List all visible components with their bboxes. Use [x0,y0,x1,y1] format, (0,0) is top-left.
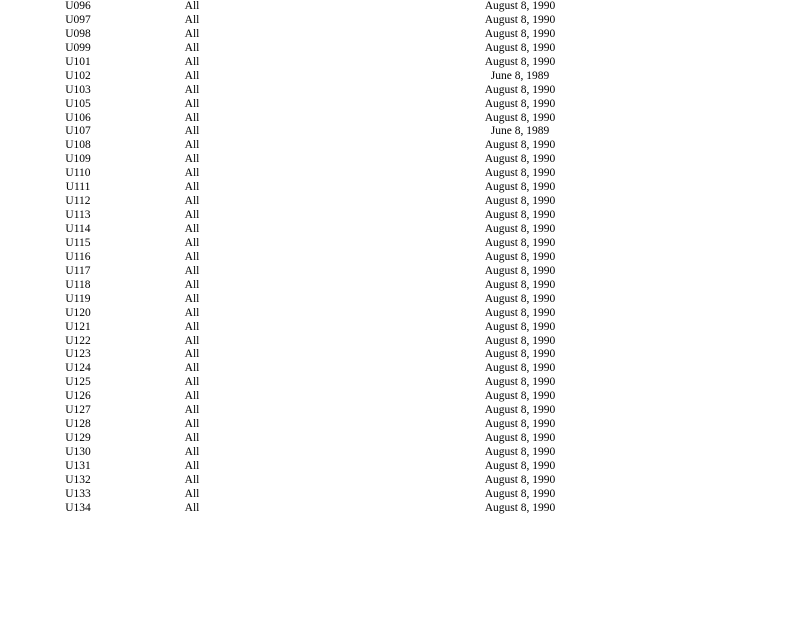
row-id: U106 [65,111,91,124]
row-id: U134 [65,501,91,514]
row-date: August 8, 1990 [484,111,556,124]
row-date: August 8, 1990 [484,236,556,249]
row-scope: All [184,362,200,375]
row-scope: All [184,459,200,472]
row-scope: All [184,111,200,124]
table-row [0,460,800,474]
row-scope: All [184,418,200,431]
row-scope: All [184,69,200,82]
row-scope: All [184,153,200,166]
table-row [0,321,800,335]
table-row [0,446,800,460]
row-scope: All [184,292,200,305]
row-date: August 8, 1990 [484,376,556,389]
row-date: August 8, 1990 [484,195,556,208]
row-date: August 8, 1990 [484,292,556,305]
table-row [0,139,800,153]
table-row [0,70,800,84]
row-id: U105 [65,97,91,110]
row-id: U127 [65,404,91,417]
table-row [0,251,800,265]
row-scope: All [184,13,200,26]
row-date: August 8, 1990 [484,41,556,54]
row-id: U132 [65,473,91,486]
table-row [0,209,800,223]
row-id: U103 [65,83,91,96]
row-id: U102 [65,69,91,82]
table-row [0,167,800,181]
row-date: August 8, 1990 [484,0,556,12]
row-id: U125 [65,376,91,389]
row-id: U097 [65,13,91,26]
row-id: U115 [65,236,91,249]
row-date: August 8, 1990 [484,27,556,40]
row-date: June 8, 1989 [490,125,550,138]
row-id: U122 [65,334,91,347]
row-date: August 8, 1990 [484,278,556,291]
row-id: U112 [65,195,91,208]
row-scope: All [184,236,200,249]
table-row [0,293,800,307]
table-row [0,432,800,446]
row-scope: All [184,250,200,263]
table-row [0,502,800,516]
table-row [0,488,800,502]
row-scope: All [184,432,200,445]
row-scope: All [184,501,200,514]
row-scope: All [184,223,200,235]
table-row [0,56,800,70]
table-row [0,98,800,112]
row-scope: All [184,139,200,152]
row-scope: All [184,348,200,361]
row-id: U108 [65,139,91,152]
row-scope: All [184,27,200,40]
table-row [0,335,800,349]
row-scope: All [184,167,200,180]
row-date: August 8, 1990 [484,459,556,472]
row-date: August 8, 1990 [484,473,556,486]
table-row [0,112,800,126]
row-id: U113 [65,209,91,222]
row-id: U116 [65,250,91,263]
row-id: U131 [65,459,91,472]
row-date: August 8, 1990 [484,13,556,26]
table-row [0,28,800,42]
table-row [0,223,800,237]
row-scope: All [184,181,200,194]
row-date: August 8, 1990 [484,55,556,68]
row-id: U110 [65,167,91,180]
row-date: August 8, 1990 [484,348,556,361]
row-scope: All [184,306,200,319]
row-date: August 8, 1990 [484,153,556,166]
table-row [0,237,800,251]
table-row [0,390,800,404]
row-scope: All [184,278,200,291]
table-row [0,279,800,293]
row-id: U129 [65,432,91,445]
table-row [0,418,800,432]
row-scope: All [184,487,200,500]
row-scope: All [184,390,200,403]
row-id: U118 [65,278,91,291]
row-scope: All [184,83,200,96]
row-id: U130 [65,446,91,458]
row-date: August 8, 1990 [484,418,556,431]
row-scope: All [184,195,200,208]
row-date: June 8, 1989 [490,69,550,82]
table-row [0,125,800,139]
row-id: U109 [65,153,91,166]
row-id: U119 [65,292,91,305]
row-scope: All [184,473,200,486]
row-date: August 8, 1990 [484,404,556,417]
row-id: U133 [65,487,91,500]
row-scope: All [184,320,200,333]
row-scope: All [184,97,200,110]
row-scope: All [184,125,200,138]
row-date: August 8, 1990 [484,487,556,500]
row-date: August 8, 1990 [484,432,556,445]
row-id: U096 [65,0,91,12]
row-id: U117 [65,264,91,277]
row-id: U123 [65,348,91,361]
row-id: U101 [65,55,91,68]
row-scope: All [184,0,200,12]
row-date: August 8, 1990 [484,362,556,375]
row-id: U098 [65,27,91,40]
table-row [0,376,800,390]
table-row [0,474,800,488]
table-row [0,42,800,56]
row-scope: All [184,41,200,54]
row-id: U114 [65,223,91,235]
row-id: U099 [65,41,91,54]
row-date: August 8, 1990 [484,446,556,458]
row-date: August 8, 1990 [484,501,556,514]
row-date: August 8, 1990 [484,223,556,235]
row-date: August 8, 1990 [484,83,556,96]
table-row [0,348,800,362]
row-date: August 8, 1990 [484,306,556,319]
row-scope: All [184,376,200,389]
row-date: August 8, 1990 [484,250,556,263]
table-row [0,362,800,376]
table-row [0,195,800,209]
row-id: U126 [65,390,91,403]
row-date: August 8, 1990 [484,139,556,152]
table-row [0,14,800,28]
table-row [0,84,800,98]
row-scope: All [184,55,200,68]
row-date: August 8, 1990 [484,320,556,333]
row-date: August 8, 1990 [484,167,556,180]
row-id: U121 [65,320,91,333]
row-scope: All [184,209,200,222]
row-date: August 8, 1990 [484,97,556,110]
row-id: U124 [65,362,91,375]
row-id: U111 [65,181,91,194]
row-date: August 8, 1990 [484,334,556,347]
row-scope: All [184,334,200,347]
row-date: August 8, 1990 [484,181,556,194]
table-row [0,153,800,167]
row-id: U120 [65,306,91,319]
table-row [0,181,800,195]
table-row [0,404,800,418]
row-scope: All [184,404,200,417]
row-date: August 8, 1990 [484,390,556,403]
row-id: U128 [65,418,91,431]
row-id: U107 [65,125,91,138]
row-date: August 8, 1990 [484,209,556,222]
row-scope: All [184,446,200,458]
row-date: August 8, 1990 [484,264,556,277]
row-scope: All [184,264,200,277]
table-row [0,0,800,14]
table-row [0,307,800,321]
table-row [0,265,800,279]
